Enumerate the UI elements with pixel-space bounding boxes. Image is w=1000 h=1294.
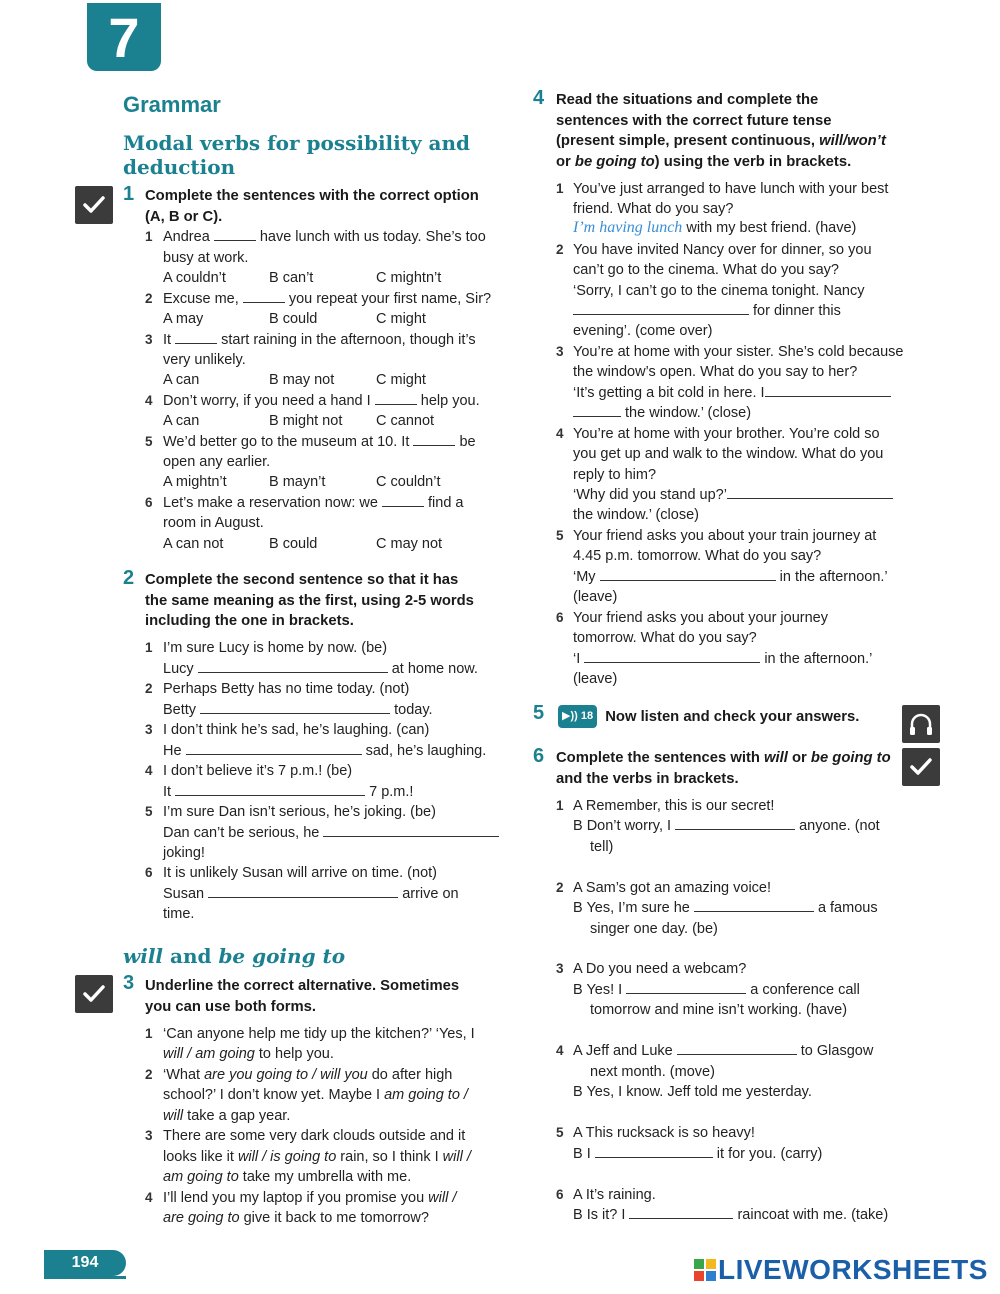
option-b[interactable]: B can’t bbox=[269, 270, 314, 286]
situation-line: friend. What do you say? bbox=[573, 201, 734, 217]
situation-line: Your friend asks you about your train journey at bbox=[573, 528, 877, 544]
page-number-underline bbox=[44, 1276, 126, 1279]
exercise-number: 5 bbox=[533, 702, 545, 724]
option-b[interactable]: B might not bbox=[269, 413, 343, 429]
question-line: Let’s make a reservation now: we find a bbox=[163, 495, 464, 511]
exercise-number: 1 bbox=[123, 183, 135, 205]
brand-logo: LIVEWORKSHEETS bbox=[694, 1254, 988, 1286]
section-heading: Grammar bbox=[123, 92, 221, 117]
dialogue-line: B Yes! I a conference call bbox=[573, 982, 860, 998]
subheading-modal-verbs: Modal verbs for possibility and deduction bbox=[123, 131, 471, 179]
question-line: busy at work. bbox=[163, 250, 249, 266]
answer-blank[interactable] bbox=[573, 403, 621, 417]
question-line: school?’ I don’t know yet. Maybe I am going to / bbox=[163, 1087, 468, 1103]
answer-line: time. bbox=[163, 906, 195, 922]
item-number: 3 bbox=[556, 961, 564, 976]
answer-line: He sad, he’s laughing. bbox=[163, 743, 487, 759]
exercise-instruction: Read the situations and complete the sentences with the correct future tense (present simple, present continuous, will/won’t or be going to) using the verb in brackets. bbox=[556, 92, 886, 170]
question-line: room in August. bbox=[163, 515, 264, 531]
option-c[interactable]: C may not bbox=[376, 536, 443, 552]
answer-blank[interactable] bbox=[677, 1041, 797, 1055]
answer-blank[interactable] bbox=[573, 301, 749, 315]
check-answers-icon[interactable] bbox=[75, 975, 113, 1013]
item-number: 4 bbox=[145, 763, 153, 778]
check-answers-icon[interactable] bbox=[902, 748, 940, 786]
exercise-instruction: Complete the second sentence so that it has the same meaning as the first, using 2-5 words including the one in brackets. bbox=[145, 572, 474, 629]
unit-number-badge: 7 bbox=[87, 3, 161, 71]
subheading-will-going-to: will and be going to bbox=[123, 944, 346, 968]
dialogue-line: singer one day. (be) bbox=[590, 921, 718, 937]
alternatives[interactable]: are going to bbox=[163, 1210, 240, 1226]
option-b[interactable]: B may not bbox=[269, 372, 335, 388]
answer-blank[interactable] bbox=[382, 493, 424, 507]
answer-blank[interactable] bbox=[186, 741, 362, 755]
answer-blank[interactable] bbox=[214, 227, 256, 241]
item-number: 5 bbox=[556, 528, 564, 543]
dialogue-line: B Is it? I raincoat with me. (take) bbox=[573, 1207, 889, 1223]
dialogue-line: next month. (move) bbox=[590, 1064, 715, 1080]
options-row bbox=[163, 370, 426, 391]
item-number: 6 bbox=[145, 495, 153, 510]
answer-line: ‘My in the afternoon.’ bbox=[573, 569, 888, 585]
answer-line: (leave) bbox=[573, 671, 618, 687]
option-b[interactable]: B could bbox=[269, 311, 318, 327]
exercise-instruction: ▶)) 18 Now listen and check your answers. bbox=[554, 705, 859, 728]
answer-blank[interactable] bbox=[175, 782, 365, 796]
exercise-number: 3 bbox=[123, 972, 135, 994]
item-number: 4 bbox=[145, 1190, 153, 1205]
answer-line: Dan can’t be serious, he bbox=[163, 823, 499, 844]
options-row bbox=[163, 309, 426, 330]
item-number: 1 bbox=[556, 181, 564, 196]
headphones-icon[interactable] bbox=[902, 705, 940, 743]
question-line: will take a gap year. bbox=[163, 1108, 291, 1124]
alternatives[interactable]: will / bbox=[428, 1190, 457, 1206]
situation-line: you get up and walk to the window. What do you bbox=[573, 446, 884, 462]
situation-line: reply to him? bbox=[573, 467, 657, 483]
exercise-instruction: Complete the sentences with will or be going to and the verbs in brackets. bbox=[556, 750, 891, 787]
dialogue-line: tell) bbox=[590, 839, 614, 855]
situation-line: 4.45 p.m. tomorrow. What do you say? bbox=[573, 548, 822, 564]
option-c[interactable]: C cannot bbox=[376, 413, 435, 429]
answer-blank[interactable] bbox=[200, 700, 390, 714]
answer-blank[interactable] bbox=[323, 823, 499, 837]
dialogue-line: A It’s raining. bbox=[573, 1187, 656, 1203]
question-line: ‘Can anyone help me tidy up the kitchen?’ ‘Yes, I bbox=[163, 1026, 475, 1042]
question-line: will / am going to help you. bbox=[163, 1046, 334, 1062]
answer-line: for dinner this bbox=[573, 301, 841, 322]
answer-blank[interactable] bbox=[600, 567, 776, 581]
alternatives[interactable]: will bbox=[163, 1108, 184, 1124]
item-number: 6 bbox=[145, 865, 153, 880]
options-row bbox=[163, 411, 434, 432]
alternatives[interactable]: are you going to / will you bbox=[204, 1067, 368, 1083]
answer-line: ‘Why did you stand up?’ bbox=[573, 485, 893, 506]
exercise-number: 2 bbox=[123, 567, 135, 589]
item-number: 3 bbox=[145, 332, 153, 347]
item-number: 2 bbox=[556, 242, 564, 257]
option-c[interactable]: C couldn’t bbox=[376, 474, 441, 490]
question-line: I don’t believe it’s 7 p.m.! (be) bbox=[163, 763, 353, 779]
answer-blank[interactable] bbox=[198, 659, 388, 673]
dialogue-line: B Yes, I’m sure he a famous bbox=[573, 900, 878, 916]
question-line: I’ll lend you my laptop if you promise you will / bbox=[163, 1190, 457, 1206]
item-number: 2 bbox=[145, 1067, 153, 1082]
question-line: am going to take my umbrella with me. bbox=[163, 1169, 412, 1185]
answer-line: evening’. (come over) bbox=[573, 323, 713, 339]
question-line: We’d better go to the museum at 10. It be bbox=[163, 434, 476, 450]
alternatives[interactable]: am going to bbox=[163, 1169, 239, 1185]
answer-blank[interactable] bbox=[208, 884, 398, 898]
dialogue-line: B Yes, I know. Jeff told me yesterday. bbox=[573, 1084, 812, 1100]
dialogue-line: tomorrow and mine isn’t working. (have) bbox=[590, 1002, 848, 1018]
item-number: 1 bbox=[145, 1026, 153, 1041]
answer-blank[interactable] bbox=[626, 980, 746, 994]
example-answer-line: I’m having lunch with my best friend. (have) bbox=[573, 219, 857, 236]
situation-line: You’ve just arranged to have lunch with your best bbox=[573, 181, 889, 197]
exercise-number: 4 bbox=[533, 87, 545, 109]
options-row bbox=[163, 268, 441, 289]
answer-blank[interactable] bbox=[694, 898, 814, 912]
item-number: 1 bbox=[145, 229, 153, 244]
answer-line: Lucy at home now. bbox=[163, 661, 478, 677]
situation-line: tomorrow. What do you say? bbox=[573, 630, 757, 646]
alternatives[interactable]: am going to / bbox=[384, 1087, 468, 1103]
answer-line: (leave) bbox=[573, 589, 618, 605]
situation-line: the window’s open. What do you say to her? bbox=[573, 364, 858, 380]
audio-track-badge[interactable]: ▶)) 18 bbox=[558, 705, 597, 728]
answer-blank[interactable] bbox=[413, 432, 455, 446]
dialogue-line: A This rucksack is so heavy! bbox=[573, 1125, 755, 1141]
question-line: It start raining in the afternoon, though it’s bbox=[163, 332, 476, 348]
item-number: 2 bbox=[145, 681, 153, 696]
example-answer: I’m having lunch bbox=[573, 219, 683, 236]
answer-line: ‘I in the afternoon.’ bbox=[573, 651, 873, 667]
option-a[interactable]: A can not bbox=[163, 536, 224, 552]
dialogue-line: A Remember, this is our secret! bbox=[573, 798, 775, 814]
item-number: 4 bbox=[556, 1043, 564, 1058]
question-line: Perhaps Betty has no time today. (not) bbox=[163, 681, 410, 697]
option-c[interactable]: C might bbox=[376, 311, 426, 327]
item-number: 2 bbox=[556, 880, 564, 895]
item-number: 4 bbox=[556, 426, 564, 441]
question-line: I don’t think he’s sad, he’s laughing. (can) bbox=[163, 722, 430, 738]
answer-line: Betty today. bbox=[163, 702, 433, 718]
situation-line: Your friend asks you about your journey bbox=[573, 610, 828, 626]
question-line: Andrea have lunch with us today. She’s too bbox=[163, 229, 486, 245]
dialogue-line: A Jeff and Luke to Glasgow bbox=[573, 1043, 874, 1059]
question-line: open any earlier. bbox=[163, 454, 271, 470]
check-answers-icon[interactable] bbox=[75, 186, 113, 224]
question-line: Don’t worry, if you need a hand I help you. bbox=[163, 393, 480, 409]
item-number: 3 bbox=[145, 722, 153, 737]
answer-blank[interactable] bbox=[175, 330, 217, 344]
item-number: 5 bbox=[556, 1125, 564, 1140]
dialogue-line: B Don’t worry, I anyone. (not bbox=[573, 818, 880, 834]
answer-blank[interactable] bbox=[375, 391, 417, 405]
answer-line: Susan arrive on bbox=[163, 886, 459, 902]
question-line: It is unlikely Susan will arrive on time. (not) bbox=[163, 865, 437, 881]
options-row bbox=[163, 534, 442, 555]
answer-blank[interactable] bbox=[675, 816, 795, 830]
item-number: 6 bbox=[556, 1187, 564, 1202]
dialogue-line: A Sam’s got an amazing voice! bbox=[573, 880, 772, 896]
answer-line: joking! bbox=[163, 845, 205, 861]
alternatives[interactable]: will / bbox=[442, 1149, 471, 1165]
answer-line: the window.’ (close) bbox=[573, 403, 751, 424]
exercise-instruction: Complete the sentences with the correct option (A, B or C). bbox=[145, 188, 479, 225]
answer-blank[interactable] bbox=[584, 649, 760, 663]
answer-blank[interactable] bbox=[595, 1144, 713, 1158]
item-number: 2 bbox=[145, 291, 153, 306]
option-a[interactable]: A may bbox=[163, 311, 204, 327]
option-a[interactable]: A mightn’t bbox=[163, 474, 227, 490]
item-number: 1 bbox=[556, 798, 564, 813]
option-c[interactable]: C mightn’t bbox=[376, 270, 442, 286]
alternatives[interactable]: will / is going to bbox=[237, 1149, 337, 1165]
answer-blank[interactable] bbox=[629, 1205, 733, 1219]
option-a[interactable]: A can bbox=[163, 413, 200, 429]
exercise-instruction: Underline the correct alternative. Sometimes you can use both forms. bbox=[145, 978, 460, 1015]
question-line: I’m sure Lucy is home by now. (be) bbox=[163, 640, 388, 656]
item-number: 5 bbox=[145, 804, 153, 819]
question-line: are going to give it back to me tomorrow? bbox=[163, 1210, 429, 1226]
item-number: 3 bbox=[556, 344, 564, 359]
dialogue-line: B I it for you. (carry) bbox=[573, 1146, 823, 1162]
item-number: 6 bbox=[556, 610, 564, 625]
item-number: 5 bbox=[145, 434, 153, 449]
item-number: 4 bbox=[145, 393, 153, 408]
situation-line: can’t go to the cinema. What do you say? bbox=[573, 262, 839, 278]
options-row bbox=[163, 472, 440, 493]
page-number: 194 bbox=[44, 1250, 126, 1276]
answer-line: ‘It’s getting a bit cold in here. I bbox=[573, 383, 891, 404]
answer-blank[interactable] bbox=[727, 485, 893, 499]
option-a[interactable]: A couldn’t bbox=[163, 270, 226, 286]
situation-line: You’re at home with your sister. She’s cold because bbox=[573, 344, 904, 360]
option-b[interactable]: B mayn’t bbox=[269, 474, 326, 490]
item-number: 1 bbox=[145, 640, 153, 655]
liveworksheets-logo-icon bbox=[694, 1259, 716, 1281]
situation-line: ‘Sorry, I can’t go to the cinema tonight. Nancy bbox=[573, 283, 865, 299]
item-number: 3 bbox=[145, 1128, 153, 1143]
question-line: I’m sure Dan isn’t serious, he’s joking. (be) bbox=[163, 804, 436, 820]
answer-blank[interactable] bbox=[243, 289, 285, 303]
answer-blank[interactable] bbox=[765, 383, 891, 397]
option-c[interactable]: C might bbox=[376, 372, 426, 388]
option-b[interactable]: B could bbox=[269, 536, 318, 552]
question-line: looks like it will / is going to rain, so I think I will / bbox=[163, 1149, 471, 1165]
question-line: very unlikely. bbox=[163, 352, 246, 368]
option-a[interactable]: A can bbox=[163, 372, 200, 388]
situation-line: You have invited Nancy over for dinner, so you bbox=[573, 242, 872, 258]
question-line: Excuse me, you repeat your first name, Sir? bbox=[163, 291, 492, 307]
dialogue-line: A Do you need a webcam? bbox=[573, 961, 747, 977]
exercise-number: 6 bbox=[533, 745, 545, 767]
answer-line: the window.’ (close) bbox=[573, 507, 699, 523]
situation-line: You’re at home with your brother. You’re cold so bbox=[573, 426, 880, 442]
question-line: There are some very dark clouds outside and it bbox=[163, 1128, 466, 1144]
question-line: ‘What are you going to / will you do after high bbox=[163, 1067, 453, 1083]
answer-line: It 7 p.m.! bbox=[163, 784, 414, 800]
alternatives[interactable]: will / am going bbox=[163, 1046, 255, 1062]
